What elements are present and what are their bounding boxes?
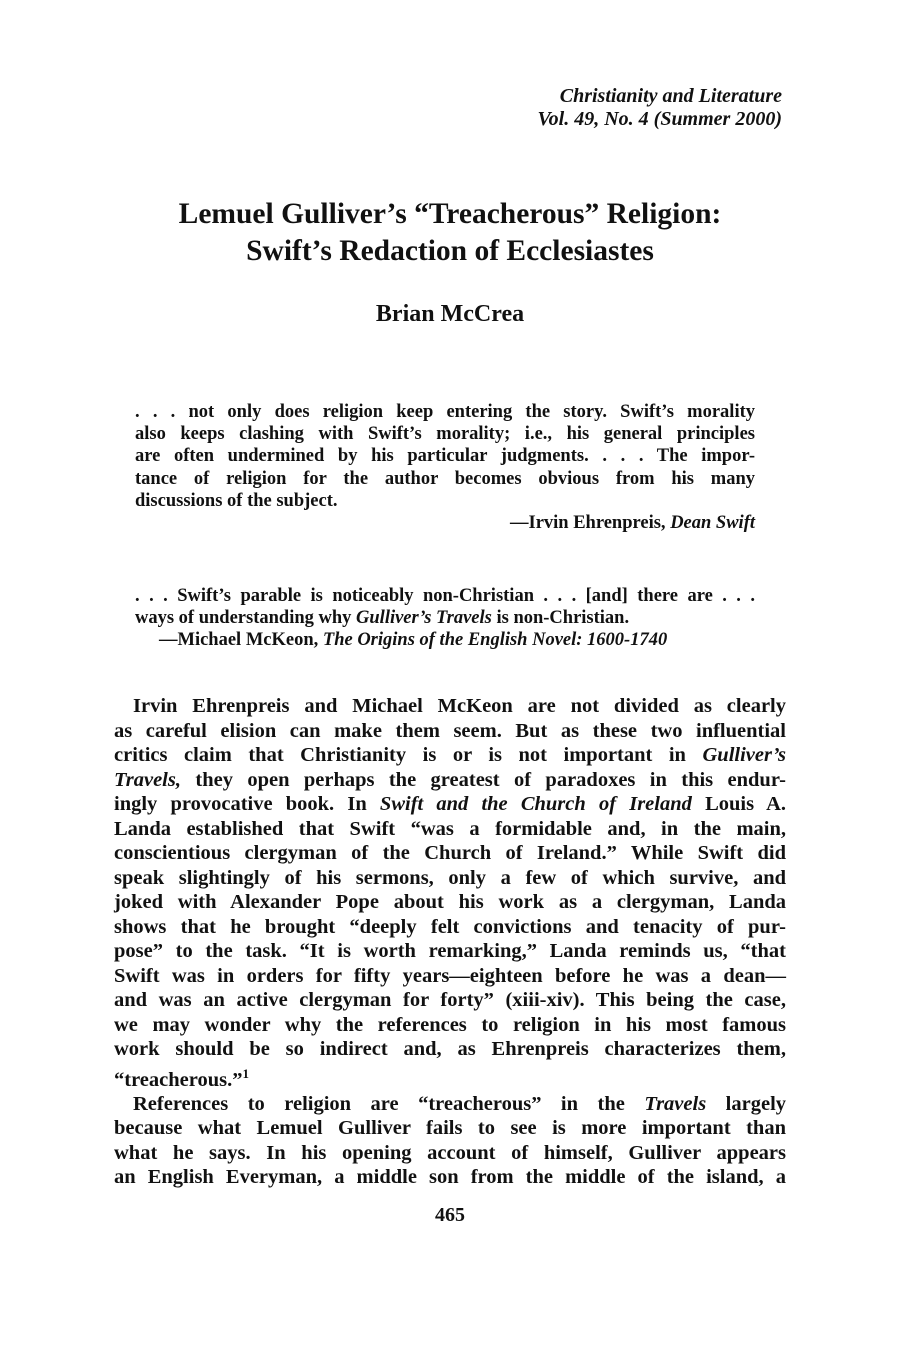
attribution-work: The Origins of the English Novel: 1600-1740 [322,630,668,651]
body-line: Swift was in orders for fifty years—eighteen before he was a dean— [114,964,786,987]
body-italic-span: Swift and the Church of Ireland [379,793,692,815]
footnote-marker: 1 [242,1065,249,1081]
body-line [114,792,786,817]
journal-name: Christianity and Literature [559,85,782,107]
body-line: as careful elision can make them seem. But as these two influential [114,719,786,742]
epigraph-line: also keeps clashing with Swift’s morality; i.e., his general principles [135,424,755,445]
epigraph-text: ways of understanding why [135,608,352,629]
body-line [114,1062,786,1092]
body-italic-span: Gulliver’s [702,744,787,766]
body-text [114,694,786,1190]
body-line: joked with Alexander Pope about his work as a clergyman, Landa [114,891,786,913]
epigraph-ehrenpreis [135,401,755,534]
epigraph-line [135,607,755,629]
body-line: shows that he brought “deeply felt convictions and tenacity of pur- [114,915,786,938]
epigraph-line: . . . Swift’s parable is noticeably non-Christian . . . [and] there are . . . [135,586,755,606]
title-line-2: Swift’s Redaction of Ecclesiastes [246,235,654,267]
attribution-author: —Irvin Ehrenpreis, [510,513,666,534]
body-line: because what Lemuel Gulliver fails to see is more important than [114,1117,786,1140]
journal-issue: Vol. 49, No. 4 (Summer 2000) [537,108,782,130]
body-text-span: References to religion are “treacherous” in the [133,1092,625,1115]
attribution-work: Dean Swift [670,513,755,534]
article-title [110,196,790,270]
body-text-span: ingly provocative book. In [114,793,367,815]
article-author: Brian McCrea [375,301,525,327]
epigraph-line: . . . not only does religion keep entering the story. Swift’s morality [135,402,755,422]
body-text-span: “treacherous.” [114,1068,243,1091]
page-number: 465 [435,1204,465,1226]
epigraph-line: are often undermined by his particular judgments. . . . The impor- [135,446,755,467]
body-italic-span: Travels [644,1092,707,1115]
epigraph-work: Gulliver’s Travels [356,608,492,629]
body-line: speak slightingly of his sermons, only a few of which survive, and [114,866,786,889]
epigraph-mckeon [135,585,755,652]
journal-header [440,85,782,131]
body-line [114,1092,786,1117]
body-line [114,768,786,793]
body-italic-span: Travels, [114,768,181,791]
body-text-span: Louis A. [705,793,787,815]
body-line: and was an active clergyman for forty” (xiii-xiv). This being the case, [114,989,786,1011]
epigraph-attribution [135,512,755,534]
body-text-span: critics claim that Christianity is or is not important in [114,744,686,766]
body-line: Landa established that Swift “was a formidable and, in the main, [114,817,786,840]
body-line: conscientious clergyman of the Church of Ireland.” While Swift did [114,842,786,864]
body-line: we may wonder why the references to religion in his most famous [114,1013,786,1036]
attribution-author: —Michael McKeon, [159,630,319,651]
body-line: what he says. In his opening account of himself, Gulliver appears [114,1141,786,1164]
epigraph-line: discussions of the subject. [135,490,338,511]
body-text-span: largely [725,1092,787,1115]
body-line: pose” to the task. “It is worth remarking,” Landa reminds us, “that [114,940,786,962]
epigraph-text: is non-Christian. [496,608,630,629]
body-line [114,743,786,768]
body-line: work should be so indirect and, as Ehrenpreis characterizes them, [114,1038,786,1060]
epigraph-line: tance of religion for the author becomes obvious from his many [135,468,755,489]
body-line: Irvin Ehrenpreis and Michael McKeon are not divided as clearly [133,695,786,717]
title-line-1: Lemuel Gulliver’s “Treacherous” Religion: [178,198,722,230]
body-text-span: they open perhaps the greatest of paradoxes in this endur- [195,768,786,791]
epigraph-attribution [135,629,755,651]
body-line: an English Everyman, a middle son from the middle of the island, a [114,1166,786,1189]
